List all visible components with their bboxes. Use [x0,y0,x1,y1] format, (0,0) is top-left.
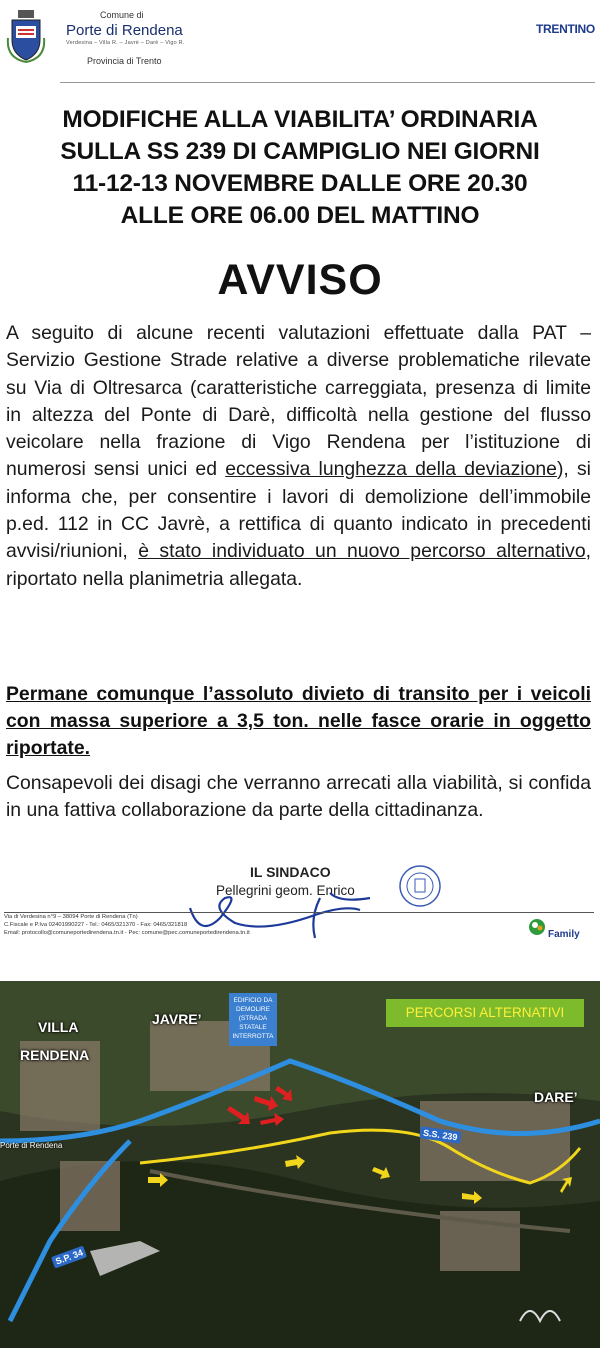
route-map [0,981,600,1348]
closing-paragraph: Consapevoli dei disagi che verranno arrecati alla viabilità, si confida in una fattiva collaborazione da parte della cittadinanza. [6,772,591,822]
handwritten-signature-icon [180,868,420,950]
map-label-porte: Porte di Rendena [0,1141,63,1150]
family-label: Family [548,929,580,940]
letterhead [0,0,600,85]
aerial-map-graphic [0,981,600,1348]
body-underline-1: eccessiva lunghezza della deviazione [225,458,557,481]
frazioni-list: Verdesina – Villa R. – Javrè – Darè – Vigo R. [66,40,185,46]
municipal-crest-icon [6,8,46,64]
road-label-ss239: S.S. 239 [419,1126,461,1144]
footer-fiscal: C.Fiscale e P.Iva 02401990227 - Tel.: 0465/321370 - Fax: 0465/321818 [4,922,188,928]
footer-contacts [4,913,250,937]
family-logo-icon [528,918,546,936]
trentino-logo: TRENTINO [536,22,595,36]
road-label-sp34: S.P. 34 [51,1245,87,1268]
map-label-javre: JAVRE’ [152,1011,202,1027]
edificio-demolire-label: EDIFICIO DA DEMOLIRE (STRADA STATALE INTERROTTA [229,993,277,1046]
signature-name: Pellegrini geom. Enrico [216,883,355,898]
title-line-4: ALLE ORE 06.00 DEL MATTINO [120,202,480,229]
page-gap [0,955,600,981]
body-underline-2: è stato individuato un nuovo percorso alternativo [138,540,586,563]
notice-title [0,104,600,232]
body-part-2: ), si informa che, per consentire i lavori di demolizione dell’immobile p.ed. 112 in CC Javrè, a rettifica di quanto indicato in precedenti avvisi/riunioni, [6,458,591,563]
provincia-label: Provincia di Trento [87,56,162,66]
map-label-rendena: RENDENA [20,1047,90,1063]
bold-notice: Permane comunque l’assoluto divieto di transito per i veicoli con massa superiore a 3,5 ton. nelle fasce orarie in oggetto riportate. [6,683,591,759]
title-line-2: SULLA SS 239 DI CAMPIGLIO NEI GIORNI [60,138,540,165]
footer-email: Email: protocollo@comuneportedirendena.tn.it - Pec: comune@pec.comuneportedirendena.tn.it [4,930,250,936]
official-stamp-icon [398,864,442,908]
avviso-heading: AVVISO [217,256,383,304]
title-line-1: MODIFICHE ALLA VIABILITA’ ORDINARIA [62,106,538,133]
body-part-1: A seguito di alcune recenti valutazioni effettuate dalla PAT – Servizio Gestione Strade relative a diverse problematiche rilevate su Via di Oltresarca (caratteristiche carreggiata, presenza di limite in altezza del Ponte di Darè, difficoltà nella gestione del flusso veicolare nella frazione di Vigo Rendena per l’istituzione di numerosi sensi unici ed [6,322,591,481]
map-label-dare: DARE’ [534,1089,578,1105]
title-line-3: 11-12-13 NOVEMBRE DALLE ORE 20.30 [72,170,528,197]
comune-name: Porte di Rendena [66,22,183,39]
footer-address: Via di Verdesina n°9 – 38094 Porte di Rendena (Tn) [4,914,138,920]
body-part-3: , riportato nella planimetria allegata. [6,540,592,590]
map-label-villa: VILLA [38,1019,79,1035]
header-divider [60,82,595,83]
comune-label: Comune di [100,10,144,20]
signature-role: IL SINDACO [250,864,331,880]
notice-body [6,320,591,593]
percorsi-alternativi-badge: PERCORSI ALTERNATIVI [386,999,584,1027]
